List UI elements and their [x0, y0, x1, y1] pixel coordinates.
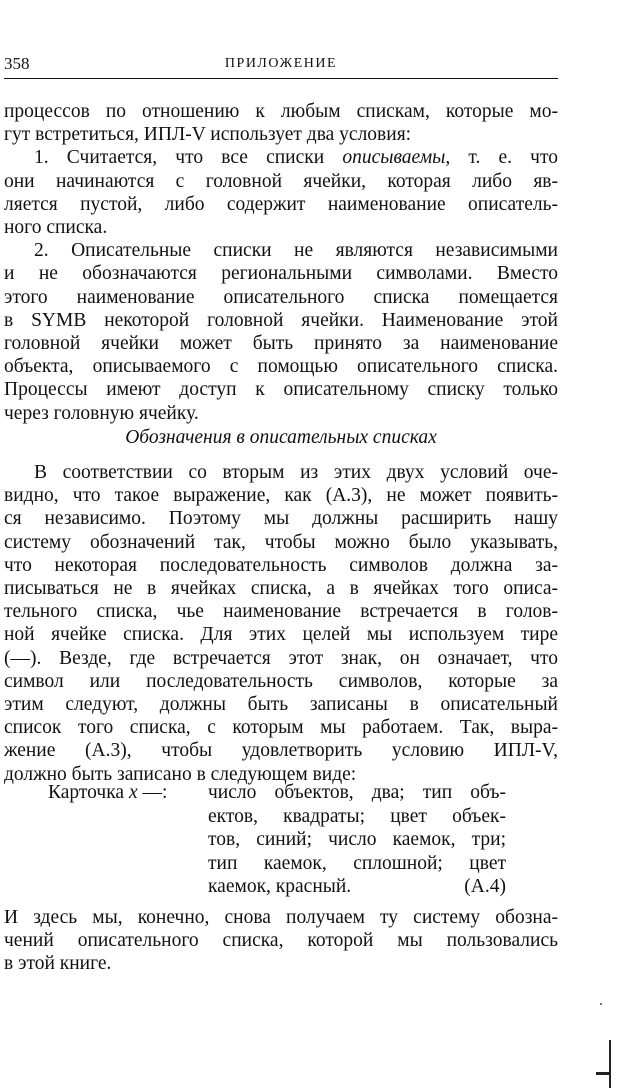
text-line: объекта, описываемого с помощью описательного списка.	[4, 356, 558, 378]
list-item-1-first-line	[4, 146, 558, 169]
text-line: ной ячейке списка. Для этих целей мы используем тире	[4, 624, 558, 646]
text-line: гут встретиться, ИПЛ-V использует два условия:	[4, 124, 412, 146]
term-word: Карточка	[48, 782, 129, 803]
text-line: систему обозначений так, чтобы можно было указывать,	[4, 531, 558, 553]
formula-term	[48, 781, 167, 805]
text-line: через головную ячейку.	[4, 402, 199, 424]
text-line: В соответствии со вторым из этих двух условий оче-	[34, 462, 558, 483]
formula-line: ектов, квадраты; цвет объек-	[208, 805, 506, 827]
text-line: головной ячейки может быть принято за наименование	[4, 333, 558, 355]
text-line: и не обозначаются региональными символами. Вместо	[4, 263, 558, 285]
text-line: ляется пустой, либо содержит наименование описатель-	[4, 193, 558, 215]
text-line: список того списка, с которым мы работаем. Так, выра-	[4, 717, 558, 739]
paragraph-continuation	[4, 100, 558, 425]
paragraph-notation	[4, 461, 558, 786]
text-line: этим следуют, должны быть записаны в описательный	[4, 694, 558, 716]
text-line: Процессы имеют доступ к описательному списку только	[4, 379, 558, 401]
text-line: жение (А.3), чтобы удовлетворить условию ИПЛ-V,	[4, 740, 558, 762]
text-line: этого наименование описательного списка помещается	[4, 286, 558, 308]
page-number: 358	[4, 54, 30, 73]
text-line: что некоторая последовательность символов должна за-	[4, 554, 558, 576]
text-line: писываться не в ячейках списка, а в ячейках того описа-	[4, 578, 558, 600]
equation-number: (А.4)	[464, 876, 506, 897]
text-line: видно, что такое выражение, как (А.3), не может появить-	[4, 485, 558, 507]
text-line: (—). Везде, где встречается этот знак, он означает, что	[4, 647, 558, 669]
page-header	[4, 50, 558, 79]
text-line: ся независимо. Поэтому мы должны расширить нашу	[4, 508, 558, 530]
text-line: тельного списка, чье наименование встречается в голов-	[4, 601, 558, 623]
text-run: 1. Считается, что все списки	[34, 147, 343, 169]
formula-line: число объектов, два; тип объ-	[208, 782, 506, 803]
section-heading: Обозначения в описательных списках	[125, 427, 437, 448]
text-line: ного списка.	[4, 217, 108, 239]
term-variable: x	[128, 782, 138, 803]
running-head: ПРИЛОЖЕНИЕ	[224, 56, 338, 71]
formula-line: каемок, красный.	[208, 876, 352, 897]
formula-definition	[208, 781, 506, 899]
text-run: , т. е. что	[445, 147, 558, 169]
page-edge-tick	[596, 1072, 610, 1075]
formula-line: тип каемок, сплошной; цвет	[208, 852, 506, 874]
text-line: должно быть записано в следующем виде:	[4, 763, 357, 785]
page-edge-rule	[609, 1040, 611, 1088]
term-dash: —:	[137, 782, 168, 803]
text-line: в SYMB некоторой головной ячейки. Наименование этой	[4, 309, 558, 331]
emphasis-term: описываемы	[342, 147, 446, 169]
text-line: чений описательного списка, которой мы пользовались	[4, 930, 558, 952]
text-line: в этой книге.	[4, 953, 112, 975]
paragraph-conclusion	[4, 906, 558, 976]
text-line: они начинаются с головной ячейки, которая либо яв-	[4, 170, 558, 192]
scan-speck	[600, 1003, 602, 1005]
text-line: процессов по отношению к любым спискам, которые мо-	[4, 101, 558, 122]
formula-last-line	[208, 875, 506, 899]
text-line: И здесь мы, конечно, снова получаем ту систему обозна-	[4, 907, 558, 928]
list-item-2-first-line: 2. Описательные списки не являются независимыми	[34, 240, 558, 262]
text-line: символ или последовательность символов, которые за	[4, 670, 558, 692]
formula-line: тов, синий; число каемок, три;	[208, 829, 506, 850]
